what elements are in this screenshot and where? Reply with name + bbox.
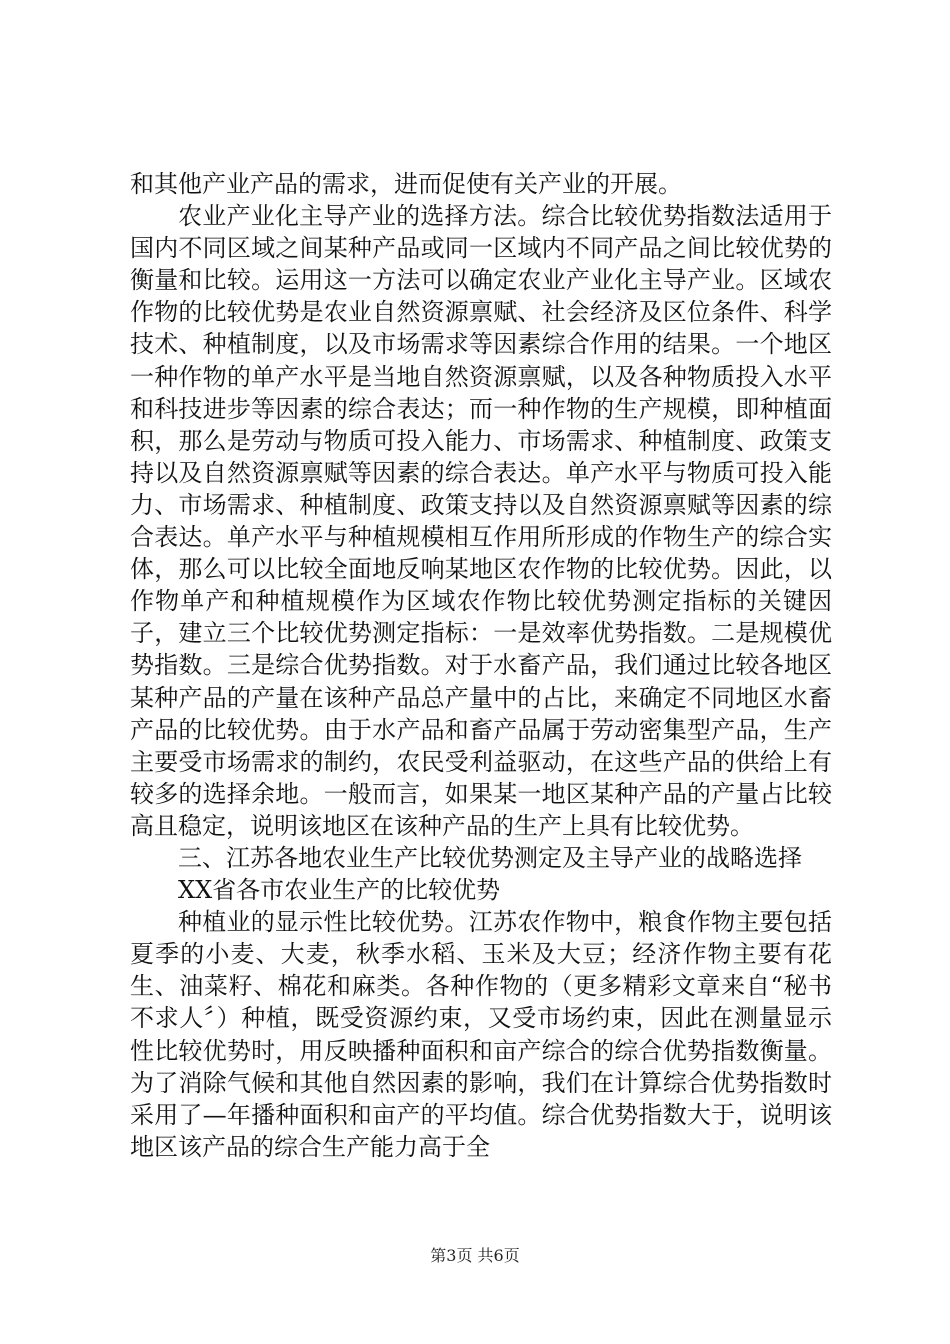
section-heading: 三、江苏各地农业生产比较优势测定及主导产业的战略选择 <box>178 843 802 872</box>
subsection-heading: XX省各市农业生产的比较优势 <box>178 876 501 905</box>
page-number-footer: 第3页 共6页 <box>430 1246 520 1265</box>
paragraph-continuation: 和其他产业产品的需求，进而促使有关产业的开展。 <box>130 170 682 198</box>
document-body <box>130 168 832 1163</box>
paragraph-method: 农业产业化主导产业的选择方法。综合比较优势指数法适用于国内不同区域之间某种产品或同一区域内不同产品之间比较优势的衡量和比较。运用这一方法可以确定农业产业化主导产业。区域农作物的比较优势是农业自然资源禀赋、社会经济及区位条件、科学技术、种植制度，以及市场需求等因素综合作用的结果。一个地区一种作物的单产水平是当地自然资源禀赋，以及各种物质投入水平和科技进步等因素的综合表达；而一种作物的生产规模，即种植面积，那么是劳动与物质可投入能力、市场需求、种植制度、政策支持以及自然资源禀赋等因素的综合表达。单产水平与物质可投入能力、市场需求、种植制度、政策支持以及自然资源禀赋等因素的综合表达。单产水平与种植规模相互作用所形成的作物生产的综合实体，那么可以比较全面地反响某地区农作物的比较优势。因此，以作物单产和种植规模作为区域农作物比较优势测定指标的关键因子，建立三个比较优势测定指标：一是效率优势指数。二是规模优势指数。三是综合优势指数。对于水畜产品，我们通过比较各地区某种产品的产量在该种产品总产量中的占比，来确定不同地区水畜产品的比较优势。由于水产品和畜产品属于劳动密集型产品，生产主要受市场需求的制约，农民受利益驱动，在这些产品的供给上有较多的选择余地。一般而言，如果某一地区某种产品的产量占比较高且稳定，说明该地区在该种产品的生产上具有比较优势。 <box>130 202 832 840</box>
paragraph-planting: 种植业的显示性比较优势。江苏农作物中，粮食作物主要包括夏季的小麦、大麦，秋季水稻、玉米及大豆；经济作物主要有花生、油菜籽、棉花和麻类。各种作物的（更多精彩文章来自“秘书不求人〞）种植，既受资源约束，又受市场约束，因此在测量显示性比较优势时，用反映播种面积和亩产综合的综合优势指数衡量。为了消除气候和其他自然因素的影响，我们在计算综合优势指数时采用了—年播种面积和亩产的平均值。综合优势指数大于，说明该地区该产品的综合生产能力高于全 <box>130 908 832 1161</box>
